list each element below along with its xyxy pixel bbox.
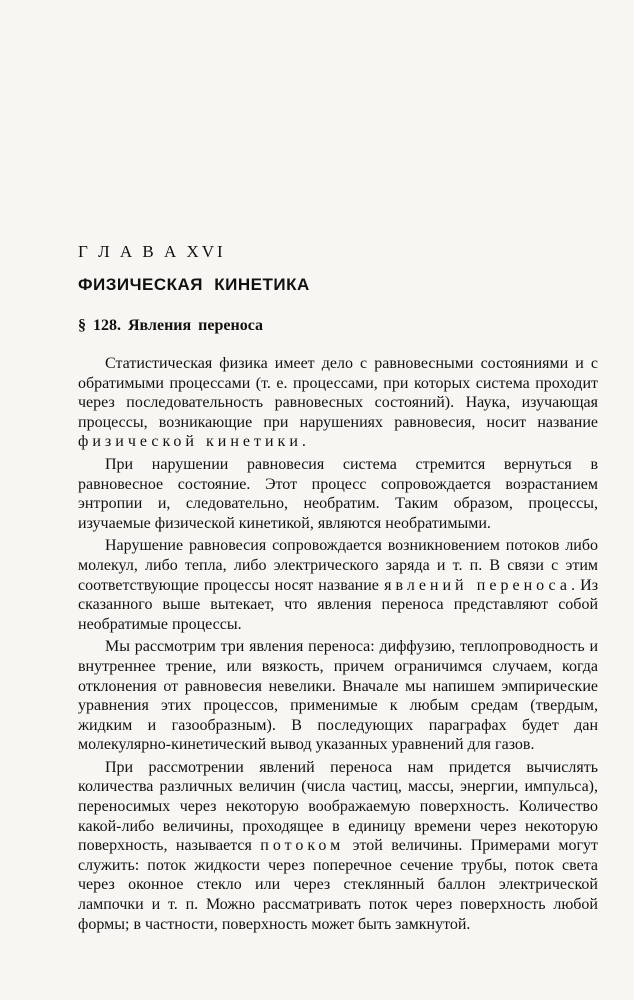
chapter-label: Г Л А В А XVI	[78, 242, 226, 261]
emphasized-term: физической кинетики	[78, 433, 302, 451]
paragraph-text: . Из сказанного выше вытекает, что явления переноса представляют собой необратимые процессы.	[78, 576, 599, 633]
paragraph-text: Нарушение равновесия сопровождается возникновением потоков либо молекул, либо тепла, либо электрического заряда и т. п. В связи с этим соответствующие процессы носят название	[78, 537, 598, 594]
paragraph	[78, 354, 598, 452]
chapter-title: ФИЗИЧЕСКАЯ КИНЕТИКА	[78, 275, 310, 294]
paragraph-text: Статистическая физика имеет дело с равновесными состояниями и с обратимыми процессами (т. е. процессами, при которых система проходит через последовательность равновесных состояний). Наука, изучающая процессы, возникающие при нарушениях равновесия, носит название	[78, 355, 598, 431]
emphasized-term: явлений переноса	[384, 576, 571, 594]
paragraph-text: При нарушении равновесия система стремится вернуться в равновесное состояние. Этот процесс сопровождается возрастанием энтропии и, следовательно, необратим. Таким образом, процессы, изучаемые физической кинетикой, являются необратимыми.	[78, 455, 598, 532]
paragraph	[78, 758, 598, 934]
paragraph-text: При рассмотрении явлений переноса нам придется вычислять количества различных величин (числа частиц, массы, энергии, импульса), переносимых через некоторую воображаемую поверхность. Количество какой-либо величины, проходящее в единицу времени через некоторую поверхность, называется	[78, 758, 598, 855]
paragraph	[78, 637, 598, 755]
section-title: § 128. Явления переноса	[78, 317, 263, 334]
paragraph-text: этой величины. Примерами могут служить: поток жидкости через поперечное сечение трубы, поток света через оконное стекло или через стеклянный баллон электрической лампочки и т. п. Можно рассматривать поток через поверхность любой формы; в частности, поверхность может быть замкнутой.	[78, 837, 598, 933]
paragraph	[78, 455, 598, 533]
paragraph-text: Мы рассмотрим три явления переноса: диффузию, теплопроводность и внутреннее трение, или вязкость, причем ограничимся случаем, когда отклонения от равновесия невелики. Вначале мы напишем эмпирические уравнения этих процессов, применимые к любым средам (твердым, жидким и газообразным). В последующих параграфах будет дан молекулярно-кинетический вывод указанных уравнений для газов.	[78, 638, 598, 754]
paragraph	[78, 536, 598, 634]
body-text	[78, 354, 598, 937]
emphasized-term: потоком	[260, 837, 345, 855]
paragraph-text: .	[301, 433, 306, 451]
